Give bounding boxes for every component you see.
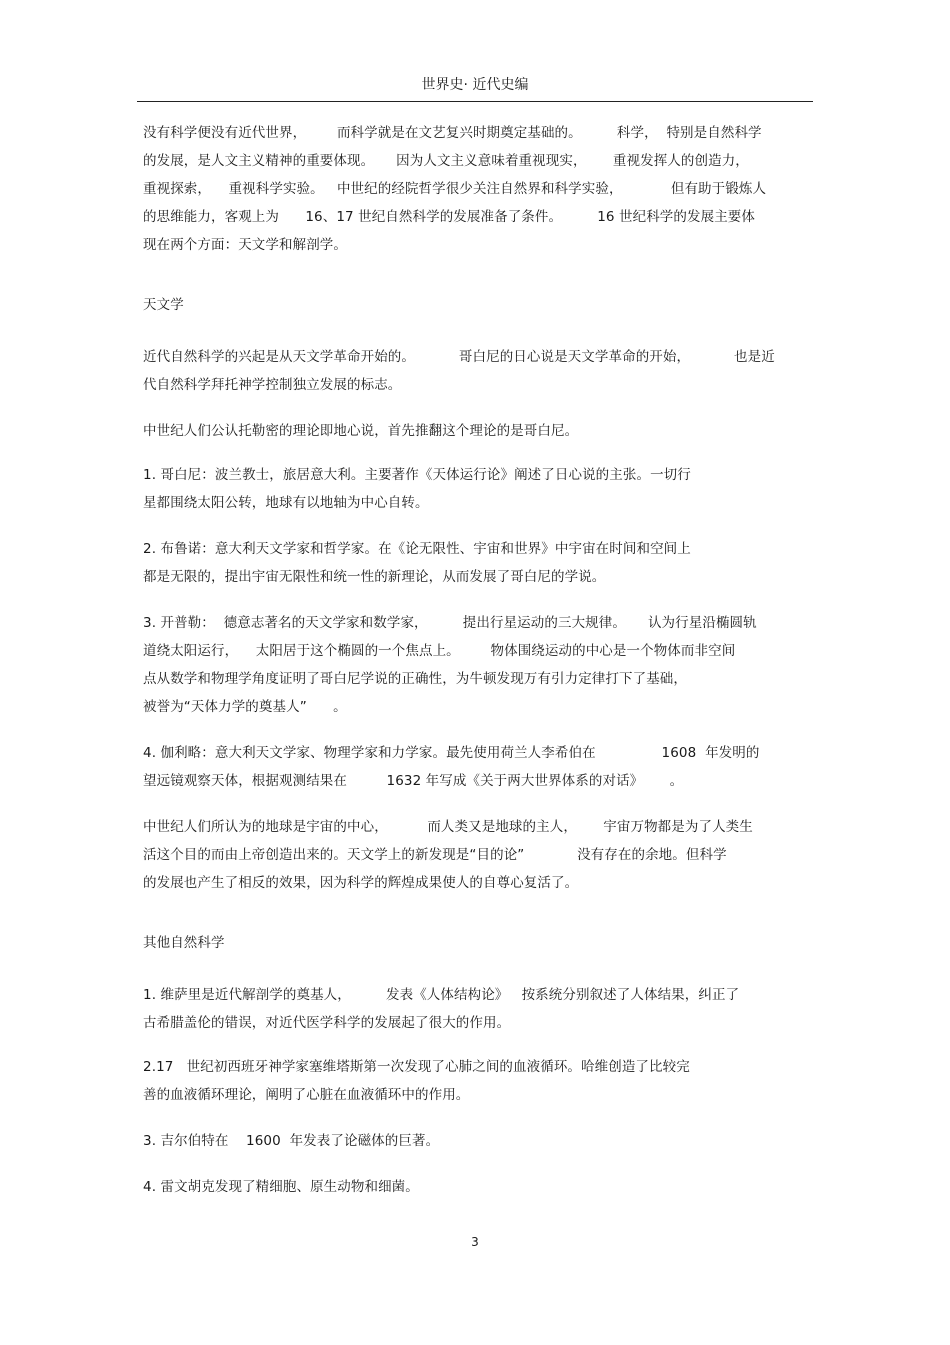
paragraph-line: 近代自然科学的兴起是从天文学革命开始的。 哥白尼的日心说是天文学革命的开始， 也是近 [143,349,775,365]
section-heading-other-sciences: 其他自然科学 [143,935,225,951]
paragraph-line: 中世纪人们公认托勒密的理论即地心说，首先推翻这个理论的是哥白尼。 [143,423,579,439]
paragraph-line: 代自然科学拜托神学控制独立发展的标志。 [143,377,402,393]
intro-line: 没有科学便没有近代世界， 而科学就是在文艺复兴时期奠定基础的。 科学， 特别是自然科学 [143,125,762,141]
paragraph-line: 中世纪人们所认为的地球是宇宙的中心， 而人类又是地球的主人， 宇宙万物都是为了人类生 [143,819,753,835]
intro-line: 现在两个方面：天文学和解剖学。 [143,237,347,253]
list-item-kepler: 点从数学和物理学角度证明了哥白尼学说的正确性，为牛顿发现万有引力定律打下了基础， [143,671,687,687]
list-item-kepler: 3. 开普勒： 德意志著名的天文学家和数学家， 提出行星运动的三大规律。 认为行星沿椭圆轨 [143,615,757,631]
list-item-bruno: 2. 布鲁诺：意大利天文学家和哲学家。在《论无限性、宇宙和世界》中宇宙在时间和空间上 [143,541,691,557]
paragraph-line: 活这个目的而由上帝创造出来的。天文学上的新发现是“目的论” 没有存在的余地。但科学 [143,847,727,863]
list-item-circulation: 善的血液循环理论，阐明了心脏在血液循环中的作用。 [143,1087,470,1103]
section-heading-astronomy: 天文学 [143,297,184,313]
list-item-vesalius: 1. 维萨里是近代解剖学的奠基人， 发表《人体结构论》 按系统分别叙述了人体结果，纠正了 [143,987,740,1003]
list-item-bruno: 都是无限的，提出宇宙无限性和统一性的新理论，从而发展了哥白尼的学说。 [143,569,606,585]
running-header: 世界史· 近代史编 [421,77,529,93]
list-item-copernicus: 1. 哥白尼：波兰教士，旅居意大利。主要著作《天体运行论》阐述了日心说的主张。一切行 [143,467,691,483]
paragraph-line: 的发展也产生了相反的效果，因为科学的辉煌成果使人的自尊心复活了。 [143,875,579,891]
list-item-galileo: 4. 伽利略：意大利天文学家、物理学家和力学家。最先使用荷兰人李希伯在 1608 年发明的 [143,745,760,761]
list-item-kepler: 道绕太阳运行， 太阳居于这个椭圆的一个焦点上。 物体围绕运动的中心是一个物体而非空间 [143,643,736,659]
intro-line: 的发展，是人文主义精神的重要体现。 因为人文主义意味着重视现实， 重视发挥人的创造力， [143,153,749,169]
list-item-galileo: 望远镜观察天体，根据观测结果在 1632 年写成《关于两大世界体系的对话》 。 [143,773,684,789]
intro-line: 重视探索， 重视科学实验。 中世纪的经院哲学很少关注自然界和科学实验， 但有助于锻炼人 [143,181,767,197]
list-item-copernicus: 星都围绕太阳公转，地球有以地轴为中心自转。 [143,495,429,511]
list-item-circulation: 2.17 世纪初西班牙神学家塞维塔斯第一次发现了心肺之间的血液循环。哈维创造了比较完 [143,1059,690,1075]
header-rule [137,101,813,102]
list-item-leeuwenhoek: 4. 雷文胡克发现了精细胞、原生动物和细菌。 [143,1179,419,1195]
intro-line: 的思维能力，客观上为 16、17 世纪自然科学的发展准备了条件。 16 世纪科学的发展主要体 [143,209,755,225]
list-item-vesalius: 古希腊盖伦的错误，对近代医学科学的发展起了很大的作用。 [143,1015,511,1031]
page-number: 3 [471,1235,479,1249]
list-item-gilbert: 3. 吉尔伯特在 1600 年发表了论磁体的巨著。 [143,1133,440,1149]
list-item-kepler: 被誉为“天体力学的奠基人” 。 [143,699,347,715]
